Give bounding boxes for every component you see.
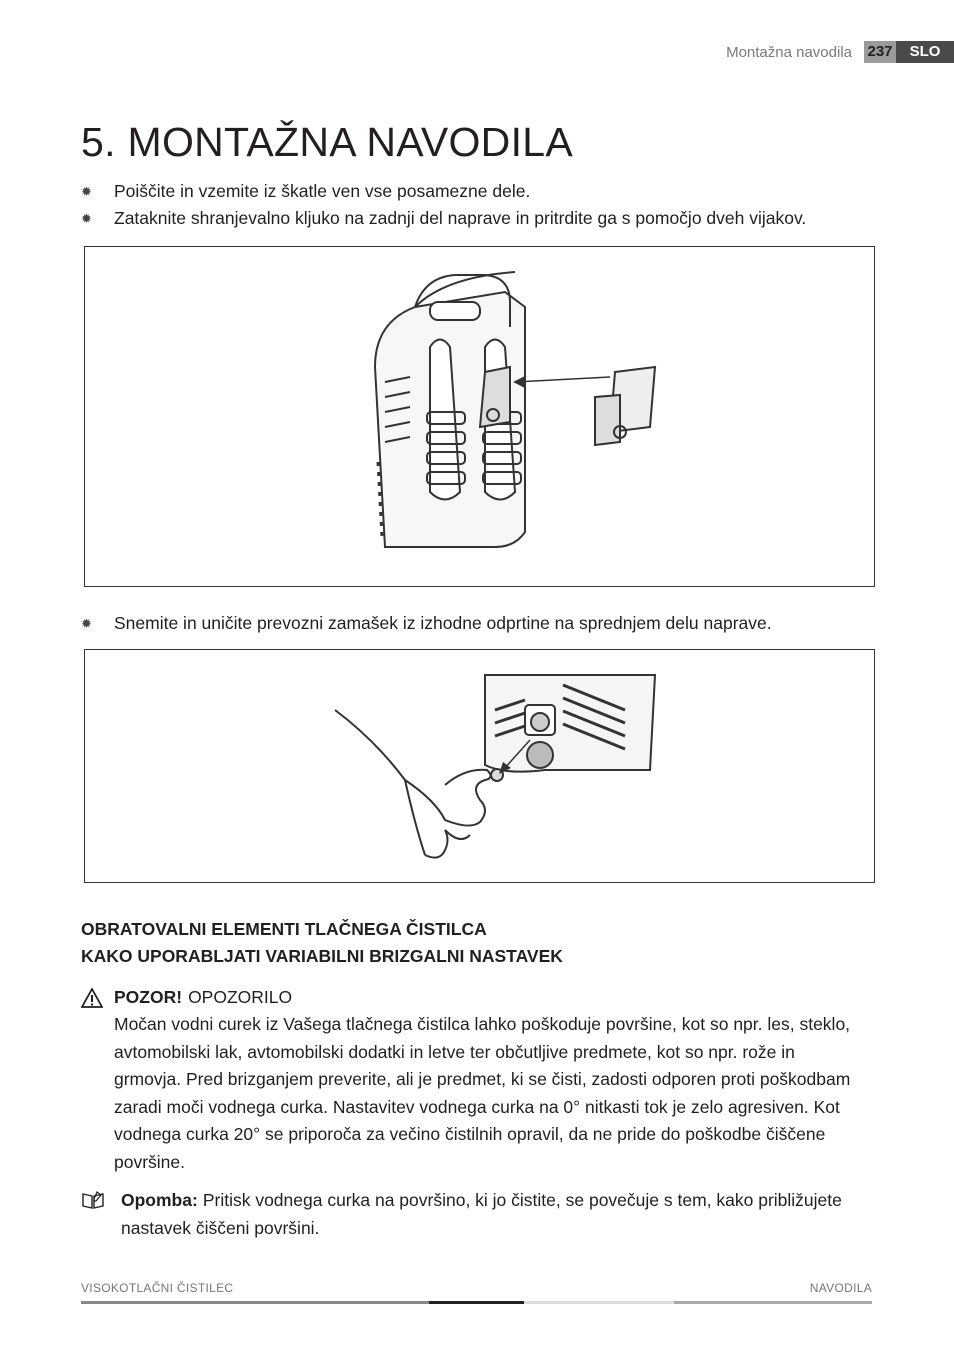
page-title: 5. MONTAŽNA NAVODILA [81, 119, 574, 165]
note-text: Pritisk vodnega curka na površino, ki jo čistite, se povečuje s tem, kako približujete nastavek čiščeni površini. [121, 1190, 842, 1238]
warning-header [81, 987, 292, 1008]
warning-sublabel: OPOZORILO [188, 987, 293, 1007]
bullet-text: Zataknite shranjevalno kljuko na zadnji del naprave in pritrdite ga s pomočjo dveh vijakov. [114, 208, 807, 228]
header-section-title: Montažna navodila [726, 44, 852, 61]
note-label: Opomba: [121, 1190, 198, 1210]
section-heading: OBRATOVALNI ELEMENTI TLAČNEGA ČISTILCA [81, 919, 487, 939]
gear-bullet-icon: ✹ [81, 210, 92, 226]
pressure-washer-back-illustration [85, 247, 874, 586]
bullet-item [81, 181, 530, 202]
gear-bullet-icon: ✹ [81, 183, 92, 199]
gear-bullet-icon: ✹ [81, 615, 92, 631]
footer-divider [81, 1301, 429, 1304]
footer-doc-type: NAVODILA [809, 1281, 872, 1295]
warning-triangle-icon [81, 988, 103, 1008]
figure-hook-mounting [84, 246, 875, 587]
note-block [81, 1187, 861, 1242]
bullet-text: Snemite in uničite prevozni zamašek iz izhodne odprtine na sprednjem delu naprave. [114, 613, 772, 633]
bullet-item [81, 208, 806, 229]
footer-product-name: VISOKOTLAČNI ČISTILEC [81, 1281, 234, 1295]
footer-divider [674, 1301, 872, 1304]
footer-divider [524, 1301, 674, 1304]
warning-label: POZOR! [114, 987, 183, 1007]
bullet-item [81, 613, 772, 634]
remove-plug-illustration [85, 650, 874, 882]
warning-text: Močan vodni curek iz Vašega tlačnega čistilca lahko poškoduje površine, kot so npr. les, steklo, avtomobilski lak, avtomobilski dodatki in letve ter občutljive predmete, kot so npr. rože in grmovja. Pred brizganjem preverite, ali je predmet, ki se čisti, zadosti odporen proti poškodbam zaradi moči vodnega curka. Nastavitev vodnega curka na 0° nitkasti tok je zelo agresiven. Kot vodnega curka 20° se priporoča za večino čistilnih opravil, da ne pride do poškodbe čiščene površine. [114, 1014, 851, 1172]
footer-divider [429, 1301, 524, 1304]
bullet-text: Poiščite in vzemite iz škatle ven vse posamezne dele. [114, 181, 531, 201]
page-number: 237 [864, 41, 896, 63]
figure-remove-transport-plug [84, 649, 875, 883]
section-heading: KAKO UPORABLJATI VARIABILNI BRIZGALNI NASTAVEK [81, 946, 563, 966]
language-badge: SLO [896, 41, 954, 63]
note-text-wrapper [121, 1187, 861, 1242]
open-book-note-icon [81, 1191, 105, 1209]
